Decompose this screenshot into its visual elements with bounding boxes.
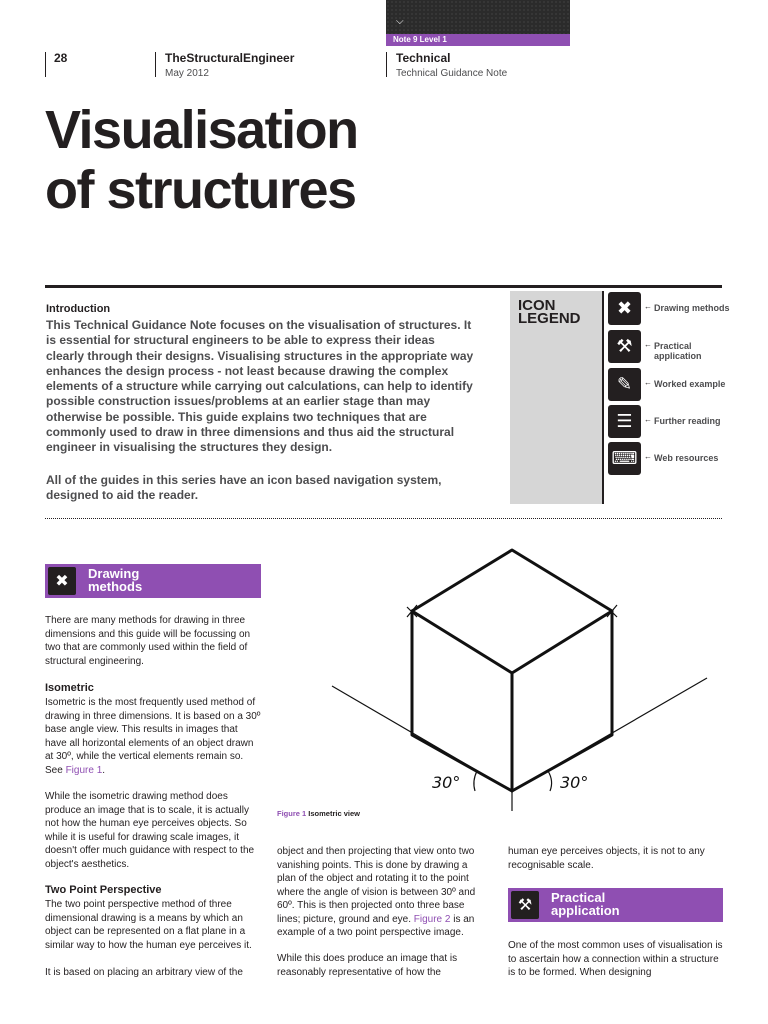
middle-paragraph (277, 845, 489, 940)
section-subtitle: Technical Guidance Note (396, 68, 508, 79)
figure-caption (277, 809, 360, 818)
right-paragraph: human eye perceives objects, it is not to any recognisable scale. (508, 846, 705, 871)
legend-label: Drawing methods (654, 303, 730, 313)
isometric-text: Isometric is the most frequently used method of drawing in three dimensions. It is based on a 30º base angle view. This results in images that have all horizontal elements of an object drawn at 30º, while the vertical elements remain so. See (45, 697, 261, 776)
isometric-heading: Isometric (45, 682, 94, 694)
dotted-divider (45, 518, 722, 519)
isometric-paragraph (45, 696, 261, 777)
middle-text: is an example of a two point perspective image. (277, 913, 475, 938)
header-divider (155, 52, 156, 77)
middle-text: object and then projecting that view onto two vanishing points. This is done by drawing a plan of the object and rotating it to the point where the angle of vision is between 30º and 60º. This is then projected onto three base lines; picture, ground and eye. (277, 846, 476, 925)
period: . (102, 764, 106, 776)
header-divider (386, 52, 387, 77)
arrow-left-icon: ← (644, 340, 652, 349)
worked-example-icon: ✎ (608, 368, 641, 401)
arrow-left-icon: ← (644, 302, 652, 311)
caption-text: Isometric view (308, 809, 360, 818)
magazine-name: TheStructuralEngineer (165, 51, 295, 65)
issue-date: May 2012 (165, 68, 209, 79)
arrow-left-icon: ← (644, 452, 652, 461)
right-paragraph-2: One of the most common uses of visualisation is to ascertain how a connection within a structure is to be formed. When designing (508, 940, 723, 978)
arrow-left-icon: ← (644, 378, 652, 387)
drawing-methods-icon: ✖ (608, 292, 641, 325)
icon-legend-box (510, 291, 604, 504)
two-point-paragraph-2: It is based on placing an arbitrary view of the (45, 967, 243, 978)
title-line: Visualisation (45, 100, 358, 160)
intro-paragraph: This Technical Guidance Note focuses on the visualisation of structures. It is essential for structural engineers to be able to express their ideas clearly through their designs. Visualising structures in the appropriate way enhances the design process - not least because drawing the complex elements of a structure while carrying out calculations, can help to identify possible construction issues/problems at an earlier stage than may otherwise be possible. This guide explains two techniques that are commonly used to draw in three dimensions and thus aid the structural engineer in visualising the structures they design. (46, 318, 474, 455)
page-number: 28 (54, 51, 68, 65)
legend-label: Worked example (654, 379, 726, 389)
drawing-methods-icon: ✖ (48, 567, 76, 595)
page-title (45, 100, 358, 220)
legend-label: Further reading (654, 416, 721, 426)
intro-heading: Introduction (46, 303, 111, 315)
further-reading-icon: ☰ (608, 405, 641, 438)
isometric-cube-figure (312, 533, 712, 823)
title-line: of structures (45, 160, 356, 220)
header-divider (45, 52, 46, 77)
legend-title-line: LEGEND (518, 310, 581, 327)
legend-label: Practical application (654, 341, 702, 361)
practical-application-icon: ⚒ (511, 891, 539, 919)
middle-paragraph-2: While this does produce an image that is reasonably representative of how the (277, 953, 458, 978)
banner-label-line: methods (88, 579, 143, 594)
figure-1-link[interactable]: Figure 1 (65, 764, 103, 776)
drawing-methods-banner (45, 564, 261, 598)
chevron-down-icon: ⌵ (396, 16, 404, 27)
section-name: Technical (396, 51, 451, 65)
banner-label-line: application (551, 903, 620, 918)
title-rule (45, 285, 722, 288)
banner-label-line: Practical (551, 890, 606, 905)
banner-label (551, 891, 620, 917)
figure-2-link[interactable]: Figure 2 (413, 913, 451, 925)
legend-title (518, 299, 581, 325)
practical-application-banner (508, 888, 723, 922)
isometric-paragraph-2: While the isometric drawing method does produce an image that is to scale, it is actually not how the human eye perceives objects. So while it is useful for drawing scale images, it doesn't offer much guidance with respect to the object's aesthetics. (45, 791, 255, 870)
two-point-heading: Two Point Perspective (45, 884, 162, 896)
web-resources-icon: ⌨ (608, 442, 641, 475)
legend-title-line: ICON (518, 297, 556, 314)
angle-label-right: 30° (560, 773, 589, 792)
caption-number: Figure 1 (277, 809, 307, 818)
intro-paragraph: All of the guides in this series have an icon based navigation system, designed to aid the reader. (46, 473, 442, 503)
drawing-methods-intro: There are many methods for drawing in three dimensions and this guide will be focussing on two that are commonly used within the field of structural engineering. (45, 615, 251, 667)
tab-dark-band (386, 0, 570, 34)
practical-application-icon: ⚒ (608, 330, 641, 363)
arrow-left-icon: ← (644, 415, 652, 424)
note-level-tab (386, 0, 570, 46)
banner-label-line: Drawing (88, 566, 140, 581)
banner-label (88, 567, 142, 593)
note-level-label: Note 9 Level 1 (393, 35, 447, 44)
legend-label: Web resources (654, 453, 719, 463)
angle-label-left: 30° (432, 773, 461, 792)
two-point-paragraph: The two point perspective method of three dimensional drawing is a means by which an object can be represented on a flat plane in a similar way to how the human eye perceives it. (45, 899, 252, 951)
